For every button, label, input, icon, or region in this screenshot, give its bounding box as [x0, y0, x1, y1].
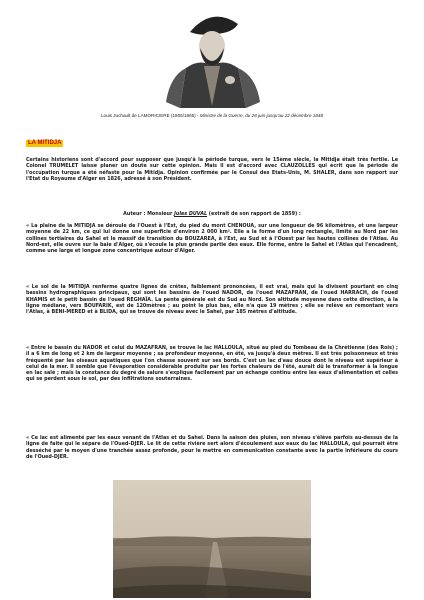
paragraph-alimentation: « Ce lac est alimenté par les eaux venant de l'Atlas et du Sahel. Dans la saison des pluies, son niveau s'élève parfois au-dessus de la ligne de faite qui le sépare de l'Oued-DJER. Le lit de cette rivière sert alors d'écoulement aux eaux du lac HALLOULA, qui pourrait être desséché par le moyen d'une tranchée assez profonde, pour le mettre en communication constante avec la partie inférieure du cours de l'Oued-DJER. [26, 435, 398, 460]
intro-paragraph: Certains historiens sont d'accord pour supposer que jusqu'à la période turque, vers le 15ème siècle, la Mitidja était très fertile. Le Colonel TRUMELET laisse planer un doute sur cette opinion. Mais il est d'accord avec CLAUZOLLES qui écrit que la période de l'occupation turque a été néfaste pour la Mitidja. Opinion confirmée par le Consul des Etats-Unis, M. SHALER, dans son rapport sur l'Etat du Royaume d'Alger en 1826, adressé à son Président. [26, 157, 398, 182]
paragraph-sol: « Le sol de la MITIDJA renferme quatre lignes de crêtes, faiblement prononcées, il est vrai, mais qui la divisent pourtant en cinq bassins hydrographiques principaux, qui sont les bassins de l'oued NADOR, de l'oued MAZAFRAN, de l'oued HARRACH, de l'oued KHAMIS et le petit bassin de l'oued REGHAÏA. La pente générale est du Sud au Nord. Son altitude moyenne dans cette direction, à la ligne médiane, vers BOUFARIK, est de 120mètres ; au point le plus bas, elle n'a que 19 mètres ; elle se relève en remontant vers l'Atlas, à BENI-MERED et à BLIDA, qui se trouve de niveau avec le Sahel, par 185 mètres d'altitude. [26, 284, 398, 316]
landscape-photo [113, 480, 311, 598]
author-line [26, 211, 398, 217]
caption-name: Louis Juchault de LAMORICIERE (1806/1865) - [100, 113, 200, 118]
paragraph-lac-halloula: « Entre le bassin du NADOR et celui du MAZAFRAN, se trouve le lac HALLOULA, situé au pied du Tombeau de la Chrétienne (des Rois) ; il a 6 km de long et 2 km de largeur moyenne ; sa profondeur moyenne, en été, va jusqu'à deux mètres. Il est très poissonneux et très fréquenté par les oiseaux aquatiques que l'on chasse souvent sur ses bords. C'est un lac d'eau douce dont le niveau est supérieur à celui de la mer. Il semble que l'évaporation considérable produite par les fortes chaleurs de l'été, aurait dû le transformer à la longue en lac salé ; mais la constance du degré de salure s'explique facilement par un échange continu entre les eaux d'alimentation et celles qui se perdent sous le sol, par des infiltrations souterraines. [26, 345, 398, 383]
author-prefix: Auteur : Monsieur [123, 211, 175, 217]
paragraph-plaine: « La plaine de la MITIDJA se déroule de l'Ouest à l'Est, du pied du mont CHENOUA, sur une longueur de 96 kilomètres, et une largeur moyenne de 22 km, ce qui lui donne une superficie d'environ 2 000 km². Elle a la forme d'un long rectangle, limité au Nord par les collines tertiaires du Sahel et le massif de transition du BOUZAREA, à l'Est, au Sud et à l'Ouest par les hautes collines de l'Atlas. Au Nord-est, elle ouvre sur la baie d'Alger, où s'écoule la plus grande partie des eaux. Elle forme, entre le Sahel et l'Atlas qui l'encadrent, comme une large et longue zone concentrique autour d'Alger. [26, 223, 398, 255]
section-heading: LA MITIDJA [28, 140, 62, 146]
portrait-caption [40, 113, 384, 118]
portrait-image [160, 6, 264, 108]
author-name: Jules DUVAL [174, 211, 208, 217]
author-suffix: (extrait de son rapport de 1859) : [207, 211, 301, 217]
caption-role: Ministre de la Guerre, du 28 juin jusqu'au 22 décembre 1848 [199, 113, 324, 118]
